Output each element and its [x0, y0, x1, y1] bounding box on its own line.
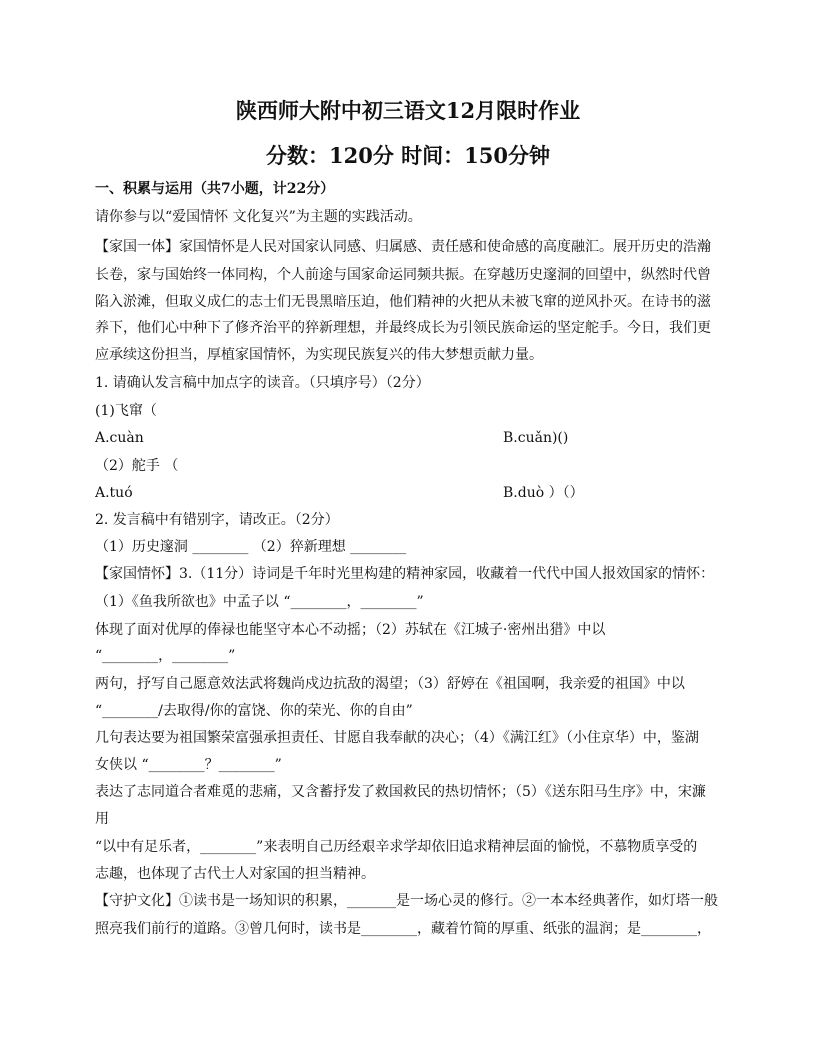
section-heading: 一、积累与运用（共7小题，计22分） — [95, 181, 335, 197]
question-3-intro: 【家国情怀】3.（11分）诗词是千年时光里构建的精神家园，收藏着一代代中国人报效国家的情怀： — [95, 566, 715, 582]
text-line: 长卷，家与国始终一体同构，个人前途与国家命运同频共振。在穿越历史邃洞的回望中，纵然时代曾 — [95, 267, 711, 283]
question-2: 2. 发言稿中有错别字，请改正。（2分） — [95, 512, 339, 528]
option-a: A.cuàn — [95, 430, 144, 446]
question-1-sub-1: (1)飞窜（ — [95, 403, 157, 419]
text-line: “________/去取得/你的富饶、你的荣光、你的自由” — [95, 703, 413, 719]
text-line: 陷入淤滩，但取义成仁的志士们无畏黑暗压迫，他们精神的火把从未被飞窜的逆风扑灭。在诗书的滋 — [95, 294, 711, 310]
text-line: “________，________” — [95, 648, 236, 664]
option-b: B.cuǎn)() — [503, 430, 569, 446]
text-line: 几句表达要为祖国繁荣富强承担责任、甘愿自我奉献的决心；（4）《满江红》（小住京华）中，鉴湖 — [95, 730, 699, 746]
text-line: 表达了志同道合者难觅的悲痛，又含蓄抒发了救国救民的热切情怀；（5）《送东阳马生序》中，宋濂 — [95, 784, 706, 800]
text-line: 养下，他们心中种下了修齐治平的猝新理想，并最终成长为引领民族命运的坚定舵手。今日，我们更 — [95, 320, 711, 336]
text-line: 照亮我们前行的道路。③曾几何时，读书是________，藏着竹简的厚重、纸张的温润；是________， — [95, 921, 711, 937]
question-1-options-1 — [95, 428, 725, 448]
question-1-options-2 — [95, 483, 725, 503]
text-line: （1）《鱼我所欲也》中孟子以 “________，________” — [95, 594, 424, 610]
text-line: 志趣，也体现了古代士人对家国的担当精神。 — [95, 866, 375, 882]
text-line: 【家国一体】家国情怀是人民对国家认同感、归属感、责任感和使命感的高度融汇。展开历史的浩瀚 — [95, 239, 711, 255]
text-line: 【守护文化】①读书是一场知识的积累，_______是一场心灵的修行。②一本本经典著作，如灯塔一般 — [95, 893, 718, 909]
text-line: “以中有足乐者，________”来表明自己历经艰辛求学却依旧追求精神层面的愉悦，不慕物质享受的 — [95, 839, 698, 855]
text-line: 应承续这份担当，厚植家国情怀，为实现民族复兴的伟大梦想贡献力量。 — [95, 347, 543, 363]
text-line: 体现了面对优厚的俸禄也能坚守本心不动摇；（2）苏轼在《江城子·密州出猎》中以 — [95, 622, 606, 638]
document-subtitle: 分数：120分 时间：150分钟 — [266, 143, 550, 168]
question-1-sub-2: （2）舵手 （ — [95, 458, 179, 474]
text-line: 女侠以 “________？________” — [95, 757, 282, 773]
question-1: 1. 请确认发言稿中加点字的读音。（只填序号）（2分） — [95, 375, 430, 391]
text-line: 用 — [95, 811, 109, 827]
question-2-blanks: （1）历史邃洞 ________ （2）猝新理想 ________ — [95, 539, 407, 555]
document-title: 陕西师大附中初三语文12月限时作业 — [235, 98, 581, 123]
option-a: A.tuó — [95, 485, 133, 501]
text-line: 两句，抒写自己愿意效法武将魏尚戍边抗敌的渴望；（3）舒婷在《祖国啊，我亲爱的祖国》中以 — [95, 676, 685, 692]
text-line: 请你参与以“爱国情怀 文化复兴”为主题的实践活动。 — [95, 209, 422, 225]
option-b: B.duò ）（） — [503, 485, 584, 501]
